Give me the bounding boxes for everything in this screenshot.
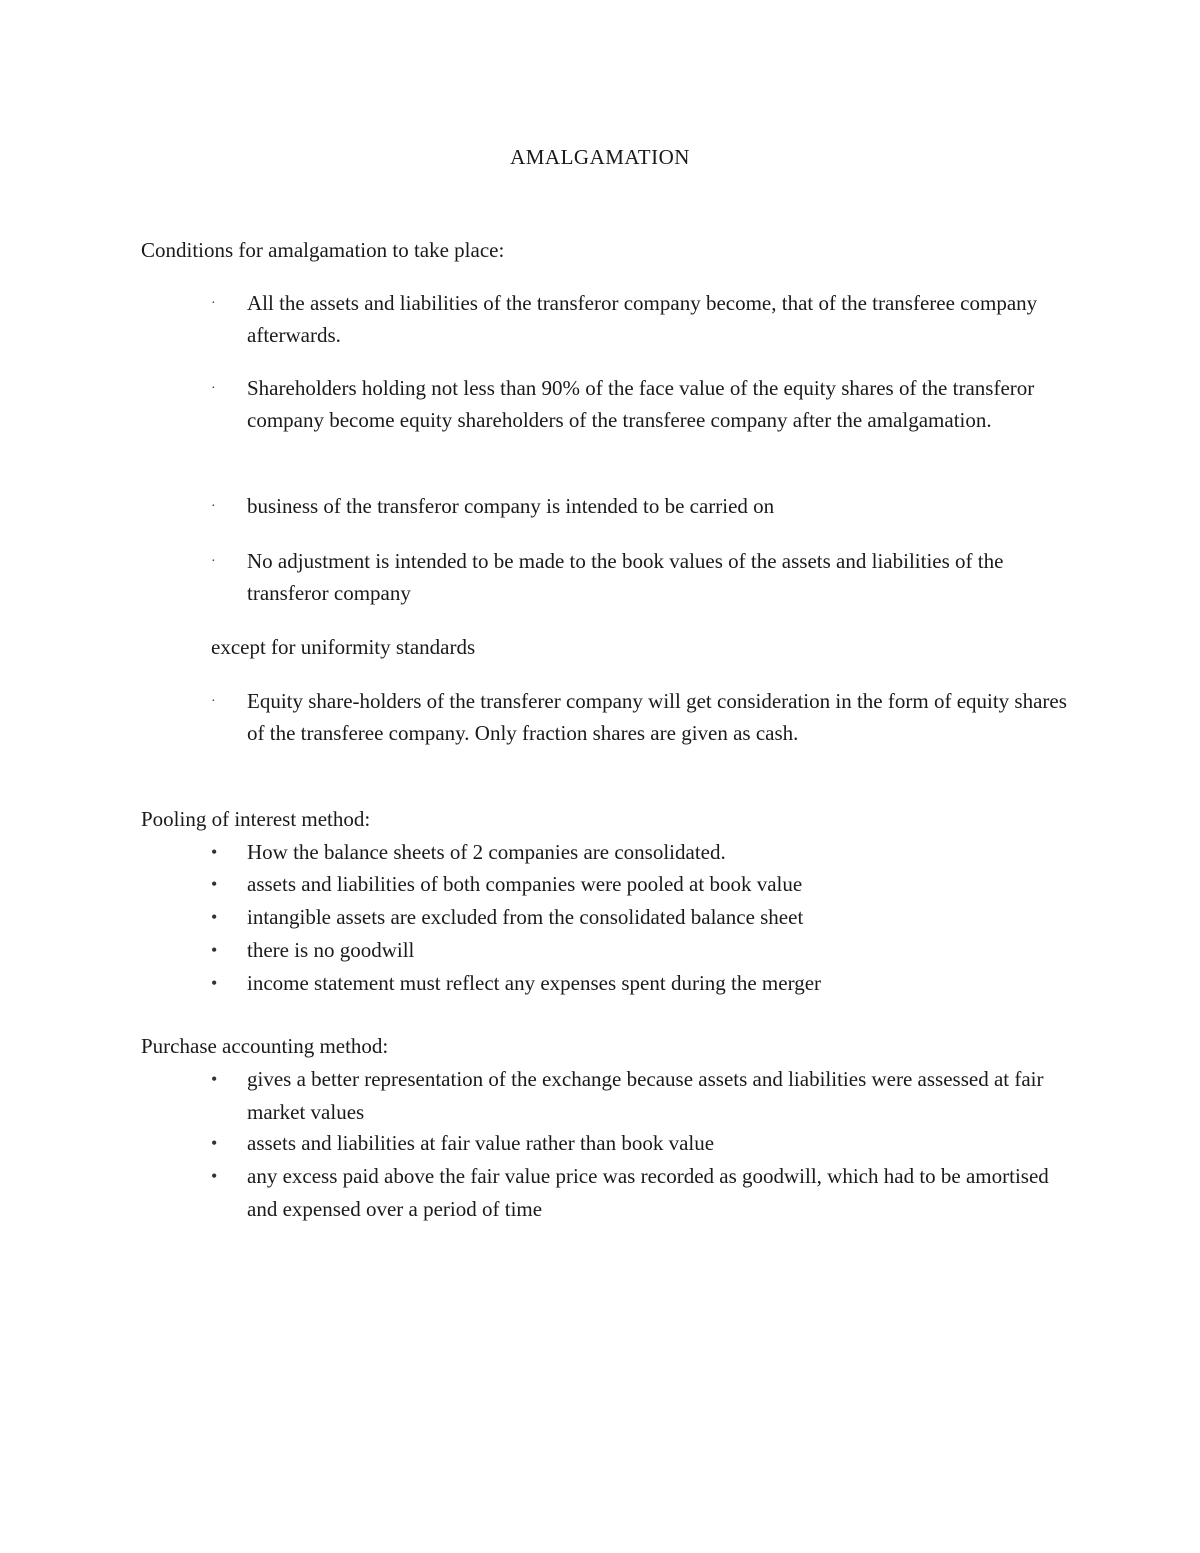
bullet-icon: • [211,1133,218,1153]
pooling-heading: Pooling of interest method: [141,807,371,831]
purchase-heading: Purchase accounting method: [141,1034,389,1058]
purchase-item [211,1160,1071,1225]
conditions-heading: Conditions for amalgamation to take place: [141,238,505,262]
condition-item [211,546,1071,609]
pooling-item [211,967,1071,1000]
pooling-item-text: intangible assets are excluded from the consolidated balance sheet [247,905,804,929]
bullet-icon: • [211,973,218,993]
bullet-icon: · [211,694,216,709]
condition-item [211,686,1071,749]
bullet-icon: · [211,381,216,396]
pooling-item-text: there is no goodwill [247,938,415,962]
pooling-item [211,901,1071,934]
condition-item-text: Shareholders holding not less than 90% of the face value of the equity shares of the transferor company become equity shareholders of the transferee company after the amalgamation. [247,376,1035,432]
condition-item [211,373,1071,436]
condition-item-text: All the assets and liabilities of the transferor company become, that of the transferee company afterwards. [247,291,1038,347]
pooling-item [211,868,1071,901]
condition-item-text: No adjustment is intended to be made to the book values of the assets and liabilities of the transferor company [247,549,1004,605]
condition-item [211,491,1071,523]
condition-note: except for uniformity standards [211,635,476,659]
condition-item-text: Equity share-holders of the transferer company will get consideration in the form of equity shares of the transferee company. Only fraction shares are given as cash. [247,689,1067,745]
purchase-item-text: any excess paid above the fair value price was recorded as goodwill, which had to be amortised and expensed over a period of time [247,1164,1049,1221]
bullet-icon: • [211,842,218,862]
pooling-item [211,836,1071,869]
pooling-item-text: income statement must reflect any expenses spent during the merger [247,971,822,995]
bullet-icon: · [211,554,216,569]
purchase-item [211,1063,1071,1128]
bullet-icon: · [211,296,216,311]
bullet-icon: • [211,1166,218,1186]
bullet-icon: · [211,499,216,514]
condition-item [211,288,1071,351]
pooling-item-text: assets and liabilities of both companies were pooled at book value [247,872,803,896]
purchase-item-text: gives a better representation of the exchange because assets and liabilities were assessed at fair market values [247,1067,1044,1124]
bullet-icon: • [211,1069,218,1089]
purchase-item [211,1127,1071,1160]
condition-item-text: business of the transferor company is intended to be carried on [247,494,775,518]
pooling-item-text: How the balance sheets of 2 companies are consolidated. [247,840,726,864]
pooling-item [211,934,1071,967]
document-title: AMALGAMATION [510,145,690,169]
bullet-icon: • [211,940,218,960]
purchase-item-text: assets and liabilities at fair value rather than book value [247,1131,715,1155]
bullet-icon: • [211,907,218,927]
bullet-icon: • [211,874,218,894]
